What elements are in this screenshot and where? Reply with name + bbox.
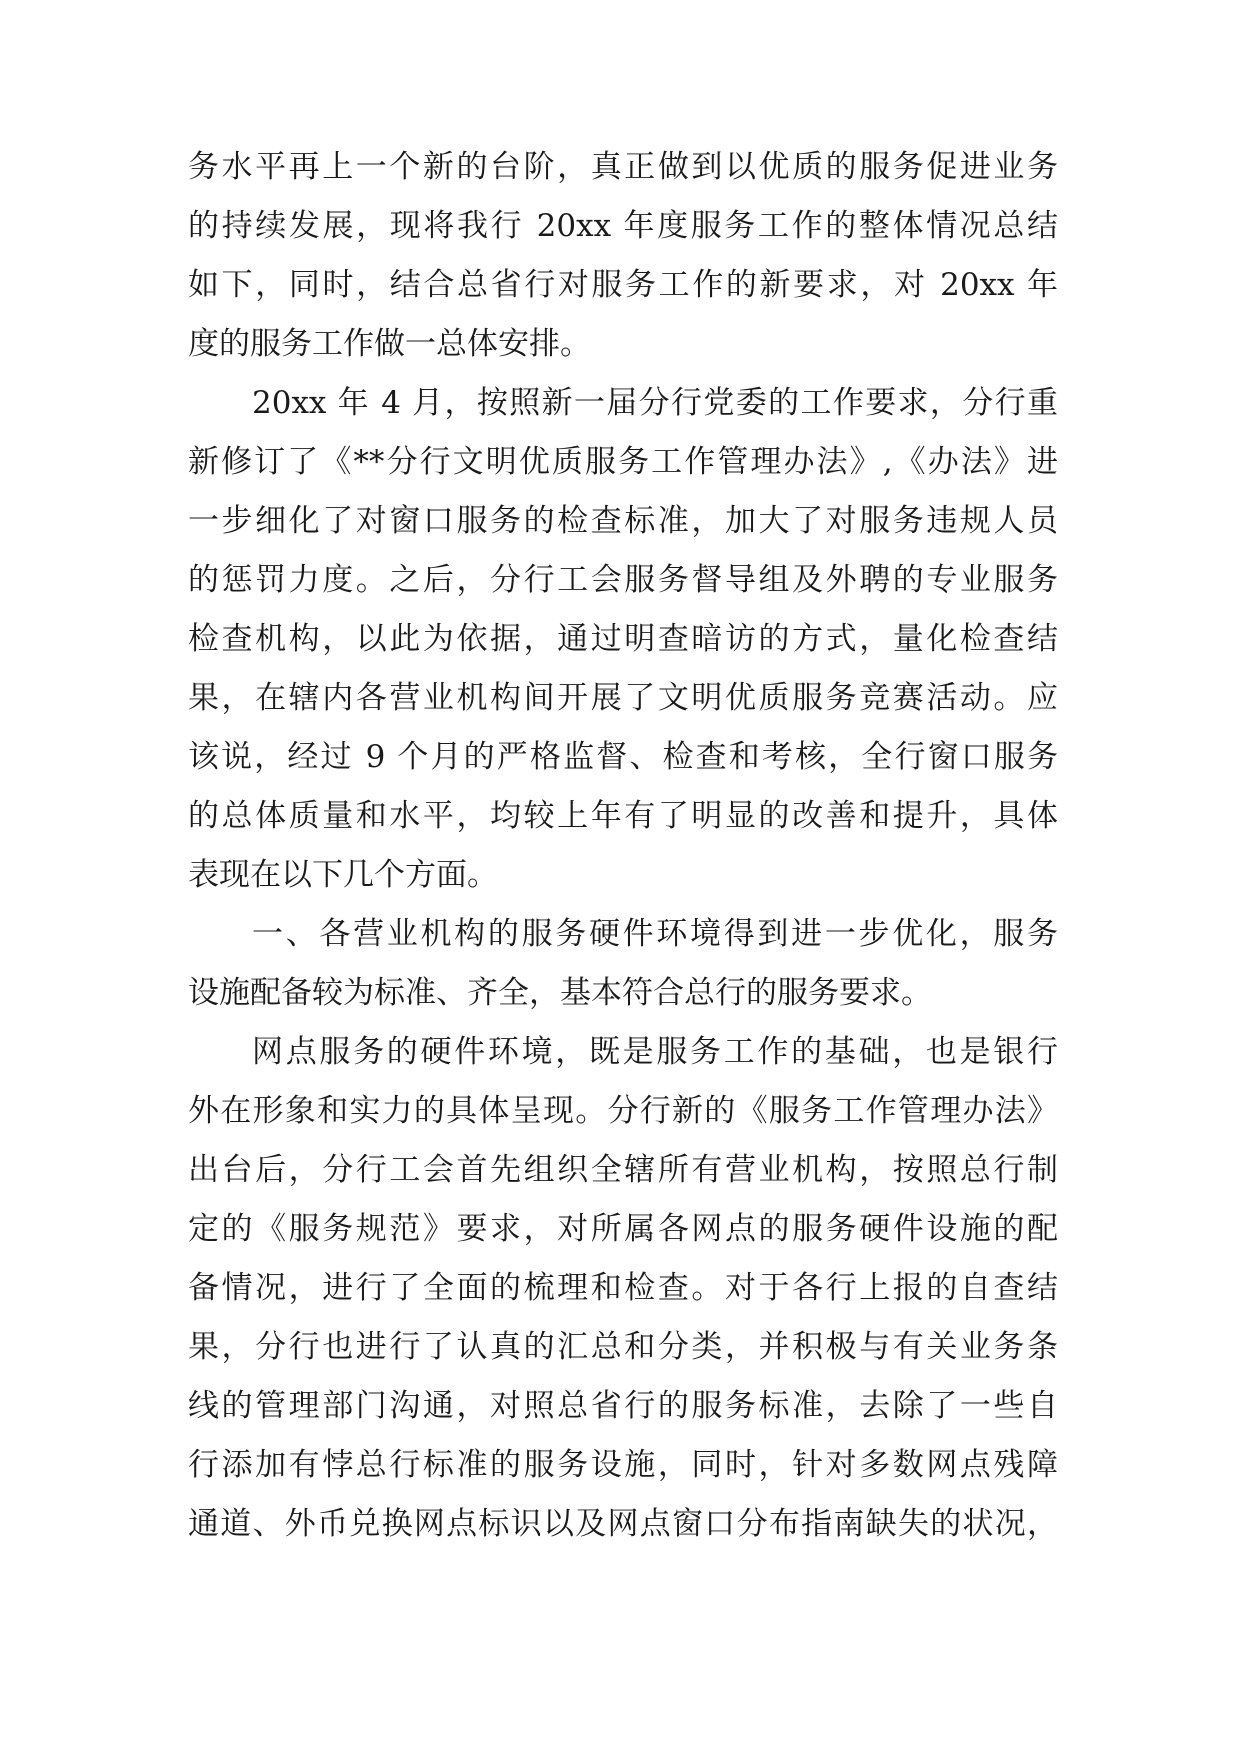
- text-line: 果，在辖内各营业机构间开展了文明优质服务竞赛活动。应: [188, 680, 1058, 716]
- text-line: 定的《服务规范》要求，对所属各网点的服务硬件设施的配: [188, 1211, 1058, 1247]
- text-line: 外在形象和实力的具体呈现。分行新的《服务工作管理办法》: [188, 1093, 1058, 1129]
- paragraph-first-line: 网点服务的硬件环境，既是服务工作的基础，也是银行: [252, 1034, 1058, 1070]
- text-line: 行添加有悖总行标准的服务设施，同时，针对多数网点残障: [188, 1447, 1058, 1483]
- document-body: [188, 138, 1058, 1554]
- text-line: 的总体质量和水平，均较上年有了明显的改善和提升，具体: [188, 798, 1058, 834]
- text-line: 通道、外币兑换网点标识以及网点窗口分布指南缺失的状况，: [188, 1506, 1058, 1542]
- text-line: 表现在以下几个方面。: [188, 857, 498, 893]
- text-line: 备情况，进行了全面的梳理和检查。对于各行上报的自查结: [188, 1270, 1058, 1306]
- paragraph-first-line: 20xx 年 4 月，按照新一届分行党委的工作要求，分行重: [252, 385, 1058, 421]
- text-line: 务水平再上一个新的台阶，真正做到以优质的服务促进业务: [188, 149, 1058, 185]
- text-line: 新修订了《**分行文明优质服务工作管理办法》,《办法》进: [188, 444, 1058, 480]
- text-line: 线的管理部门沟通，对照总省行的服务标准，去除了一些自: [188, 1388, 1058, 1424]
- text-line: 出台后，分行工会首先组织全辖所有营业机构，按照总行制: [188, 1152, 1058, 1188]
- text-line: 度的服务工作做一总体安排。: [188, 326, 591, 362]
- section-heading-line: 一、各营业机构的服务硬件环境得到进一步优化，服务: [252, 916, 1058, 952]
- text-line: 检查机构，以此为依据，通过明查暗访的方式，量化检查结: [188, 621, 1058, 657]
- text-line: 一步细化了对窗口服务的检查标准，加大了对服务违规人员: [188, 503, 1058, 539]
- text-line: 果，分行也进行了认真的汇总和分类，并积极与有关业务条: [188, 1329, 1058, 1365]
- section-heading-line: 设施配备较为标准、齐全，基本符合总行的服务要求。: [188, 975, 932, 1011]
- text-line: 该说，经过 9 个月的严格监督、检查和考核，全行窗口服务: [188, 739, 1058, 775]
- text-line: 的持续发展，现将我行 20xx 年度服务工作的整体情况总结: [188, 208, 1058, 244]
- text-line: 如下，同时，结合总省行对服务工作的新要求，对 20xx 年: [188, 267, 1058, 303]
- text-line: 的惩罚力度。之后，分行工会服务督导组及外聘的专业服务: [188, 562, 1058, 598]
